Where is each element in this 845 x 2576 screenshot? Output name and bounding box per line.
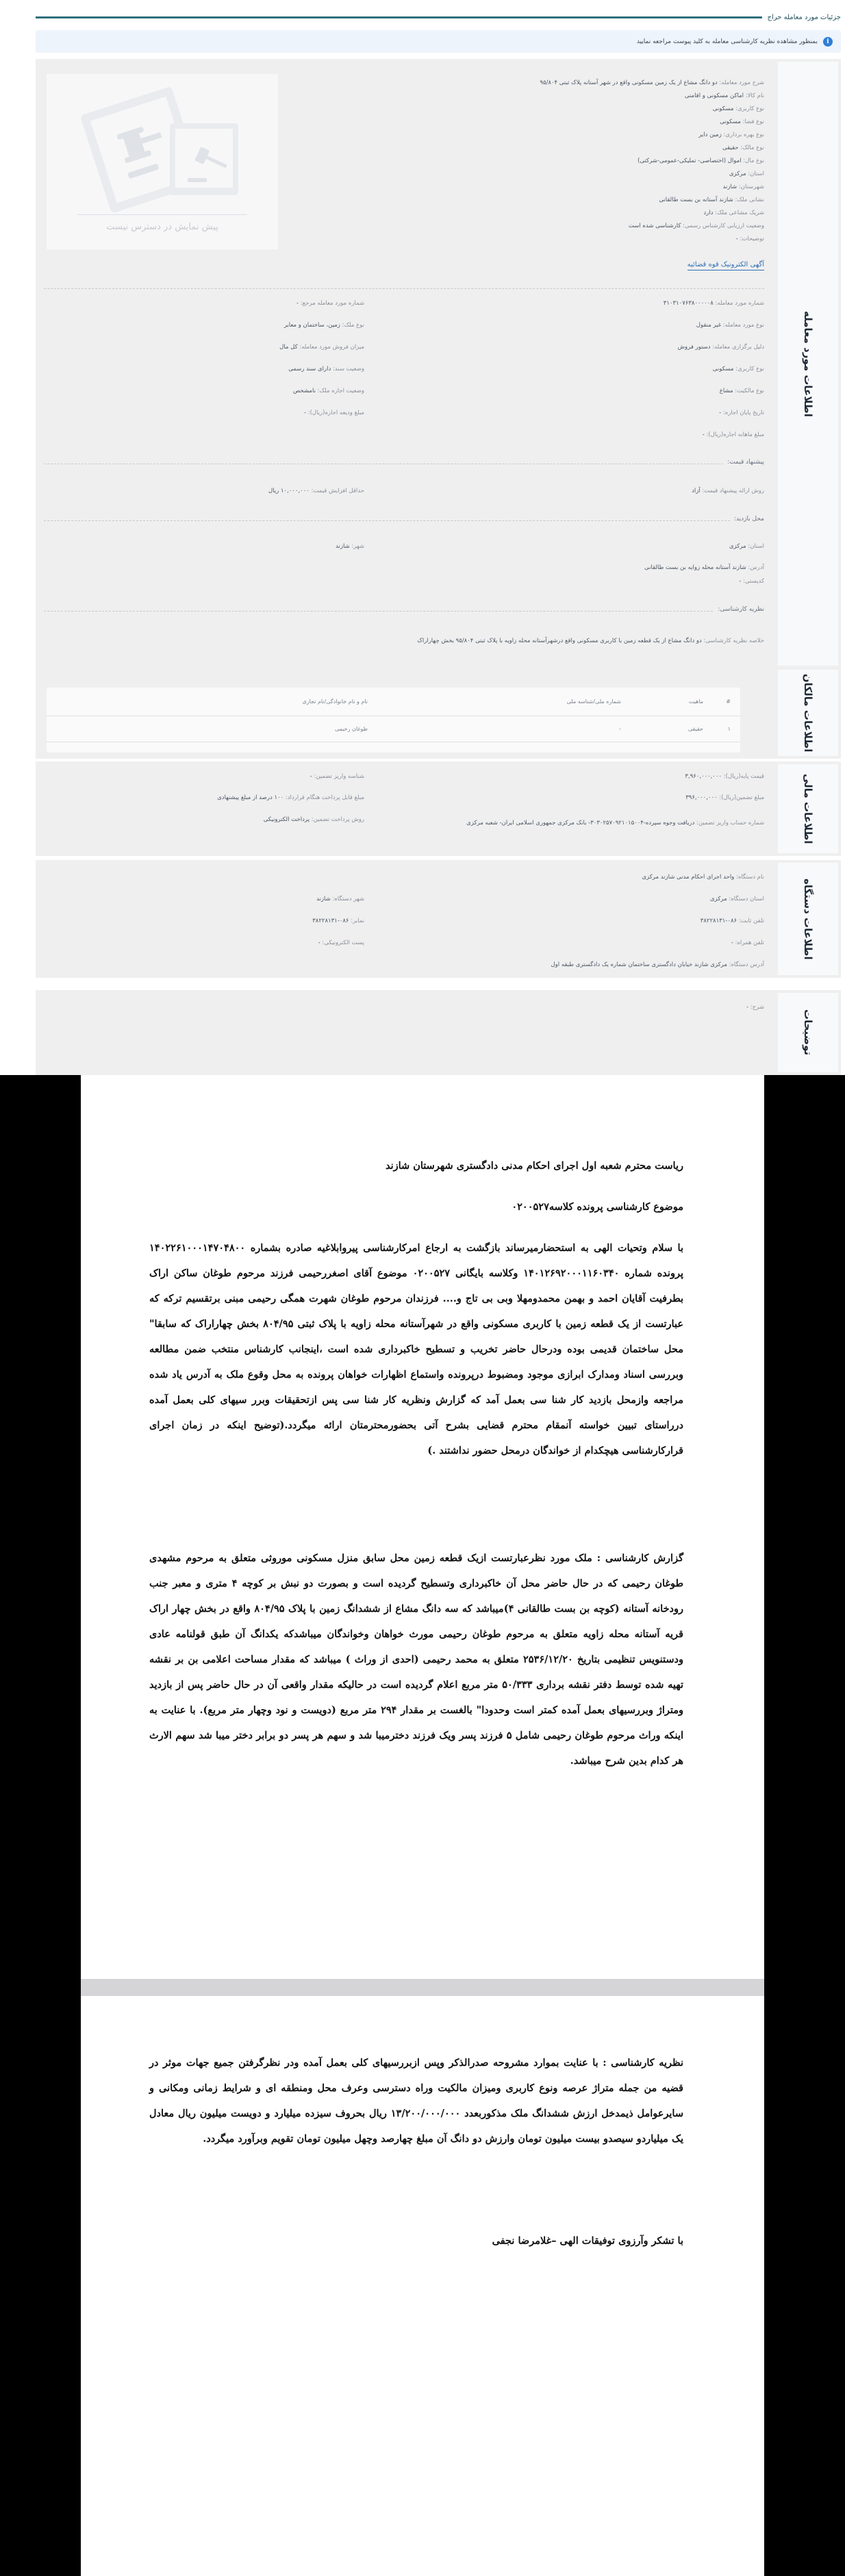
notes-description-field: شرح: - bbox=[746, 1004, 764, 1011]
deed-status-field: وضعیت سند: دارای سند رسمی bbox=[288, 366, 364, 372]
financial-content bbox=[36, 761, 772, 856]
document-page-1 bbox=[81, 1075, 764, 1979]
guarantee-amount-field: مبلغ تضمین(ریال): ۳۹۶,۰۰۰,۰۰۰ bbox=[685, 794, 764, 801]
deposit-id-field: شناسه واریز تضمین: - bbox=[310, 773, 364, 780]
owners-table bbox=[47, 687, 740, 753]
auction-details-panel bbox=[0, 0, 845, 1075]
col-type: ماهیت bbox=[688, 698, 703, 705]
agency-email-field: پست الکترونیکی: - bbox=[318, 939, 364, 946]
preview-caption: پیش نمایش در دسترس نیست bbox=[106, 222, 218, 232]
document-paragraph: گزارش کارشناسی : ملک مورد نظرعبارتست ازیک قطعه زمین محل سابق منزل مسکونی موروثی متعلق به مرحوم مشهدی طوغان رحیمی که در حال حاضر محل آن خاکبرداری وتسطیح گردیده است و بصورت دو نبش بر کوچه ۴ متری و معبر جنب رودخانه آستانه (کوچه بن بست طالقانی ۴)میباشد که سه دانگ مشاع از ششدانگ زمین با پلاک ۸۰۴/۹۵ واقع در بخش چهار اراک قریه آستانه محله زاویه متعلق به مرحوم طوغان رحیمی مورث خواهان وخواندگان میباشدکه یکدانگ آن طبق قولنامه عادی ودستنویس تنظیمی بتاریخ ۲۵۳۶/۱۲/۲۰ متعلق به محمد رحیمی (احدی از وراث ) میباشد که مقدار مساحت اعلامی بن بر نقشه تهیه شده توسط دفتر نقشه برداری ۵۰/۳۳۳ متر مربع اعلام گردیده است در حالیکه مقدار واقعی آن در حال حاضر پس از بازدید ومتراژ وبررسیهای بعمل آمده کمتر است وحدودا" بالغست بر مقدار ۲۹۴ متر مربع (دویست و نود وچهار متر مربع). با عنایت به اینکه وراث مرحوم طوغان رحیمی شامل ۵ فرزند پسر ویک فرزند دخترمیبا شد و سهم هر پسر دو برابر دختر میبا شد سهم الارث هر کدام بدین شرح میباشد. bbox=[149, 1552, 683, 1767]
price-offer-heading: پیشنهاد قیمت: bbox=[723, 459, 764, 466]
notes-content bbox=[36, 990, 772, 1075]
lease-deposit-field: مبلغ ودیعه اجاره(ریال): - bbox=[303, 409, 364, 416]
section-label: اطلاعات مالکان bbox=[778, 670, 838, 756]
agency-content bbox=[36, 860, 772, 978]
deal-reason-field: دلیل برگزاری معامله: دستور فروش bbox=[677, 344, 764, 351]
visit-province-field: استان: مرکزی bbox=[729, 543, 764, 550]
offer-method-field: روش ارائه پیشنهاد قیمت: آزاد bbox=[692, 488, 764, 494]
guarantee-method-field: روش پرداخت تضمین: پرداخت الکترونیکی bbox=[263, 816, 364, 823]
agency-province-field: استان دستگاه: مرکزی bbox=[710, 896, 764, 902]
expert-opinion-heading: نظریه کارشناسی: bbox=[714, 606, 765, 613]
payable-amount-field: مبلغ قابل پرداخت هنگام قرارداد: ۱۰۰ درصد از مبلغ پیشنهادی bbox=[217, 794, 364, 801]
page-header bbox=[36, 10, 841, 24]
base-price-field: قیمت پایه(ریال): ۳,۹۶۰,۰۰۰,۰۰۰ bbox=[685, 773, 764, 780]
expert-summary-field: خلاصه نظریه کارشناسی: دو دانگ مشاع از یک قطعه زمین با کاربری مسکونی واقع درشهرآستانه محله زاویه با پلاک ثبتی ۹۵/۸۰۴ بخش چهاراراک bbox=[417, 637, 764, 644]
document-signature: با تشکر وآرزوی توفیقات الهی –غلامرضا نجفی bbox=[492, 2235, 683, 2247]
section-label: اطلاعات دستگاه bbox=[778, 863, 838, 975]
agency-phone-field: تلفن ثابت: ۰۸۶-۳۸۲۲۸۱۳۱ bbox=[700, 918, 764, 924]
lease-status-field: وضعیت اجاره ملک: نامشخص bbox=[292, 388, 364, 394]
visit-city-field: شهر: شازند bbox=[336, 543, 364, 550]
summary-field: نوع بهره برداری: زمین دایر bbox=[698, 131, 764, 138]
info-alert-text: بمنظور مشاهده نظریه کارشناسی معامله به کلید پیوست مراجعه نمایید bbox=[636, 38, 818, 45]
summary-field: شریک مشاعی ملک: دارد bbox=[703, 210, 764, 216]
info-alert bbox=[36, 30, 841, 53]
document-addressee: ریاست محترم شعبه اول اجرای احکام مدنی دادگستری شهرستان شازند bbox=[385, 1160, 683, 1172]
divider bbox=[44, 288, 764, 289]
title-divider bbox=[36, 16, 762, 18]
agency-address-field: آدرس دستگاه: مرکزی شازند خیابان دادگستری ساختمان شماره یک دادگستری طبقه اول bbox=[551, 961, 764, 968]
preview-divider bbox=[77, 214, 247, 215]
attachment-document-viewer[interactable] bbox=[0, 1075, 845, 2576]
agency-mobile-field: تلفن همراه: - bbox=[731, 939, 764, 946]
deal-type-field: نوع مورد معامله: غیر منقول bbox=[696, 322, 764, 329]
cell-type: حقیقی bbox=[688, 725, 703, 732]
guarantee-account-field: شماره حساب واریز تضمین: دریافت وجوه سپرده-۳۰۳۰۲۵۷۰۹۲۱۰۱۵۰۰۴- بانک مرکزی جمهوری اسلامی ایران- شعبه مرکزی bbox=[466, 820, 764, 826]
page-title: جزئیات مورد معامله حراج bbox=[767, 13, 841, 21]
sale-amount-field: میزان فروش مورد معامله: کل مال bbox=[279, 344, 364, 351]
min-increase-field: حداقل افزایش قیمت: ۱۰,۰۰۰,۰۰۰ ریال bbox=[268, 488, 364, 494]
ownership-type-field: نوع مالکیت: مشاع bbox=[719, 388, 764, 394]
usage-type-field: نوع کاربری: مسکونی bbox=[712, 366, 764, 372]
summary-field: توضیحات: - bbox=[735, 236, 764, 242]
summary-field: نوع کاربری: مسکونی bbox=[712, 105, 764, 112]
col-index: # bbox=[726, 698, 731, 705]
section-deal-info bbox=[36, 59, 841, 668]
document-page-2 bbox=[81, 1996, 764, 2576]
summary-field: نوع مال: اموال (اختصاصی- تملیکی-عمومی-شرکتی) bbox=[638, 157, 764, 164]
image-preview-placeholder bbox=[47, 74, 278, 249]
deal-number-field: شماره مورد معامله: ۳۱۰۳۱۰۷۶۳۸۰۰۰۰۰۸ bbox=[663, 300, 764, 307]
page-separator bbox=[81, 1979, 764, 1996]
cell-name: طوغان رحیمی bbox=[334, 725, 368, 732]
summary-field: شهرستان: شازند bbox=[722, 184, 764, 190]
section-owners bbox=[36, 667, 841, 759]
owners-content bbox=[36, 667, 772, 759]
visit-address-field: آدرس: شازند آستانه محله زوایه بن بست طالقانی bbox=[644, 564, 764, 571]
divider bbox=[44, 520, 764, 521]
table-header-row bbox=[47, 687, 740, 716]
reference-number-field: شماره مورد معامله مرجع: - bbox=[297, 300, 364, 307]
agency-fax-field: نمابر: ۰۸۶-۳۸۲۲۸۱۳۱ bbox=[312, 918, 364, 924]
section-financial bbox=[36, 761, 841, 856]
section-label: اطلاعات مورد معامله bbox=[778, 62, 838, 666]
deal-info-content bbox=[36, 59, 772, 668]
summary-field: نشانی ملک: شازند آستانه بن بست طالقانی bbox=[659, 197, 764, 203]
document-subject: موضوع کارشناسی پرونده کلاسه۰۲۰۰۵۲۷ bbox=[512, 1201, 683, 1213]
section-label: اطلاعات مالی bbox=[778, 764, 838, 853]
visit-postal-code-field: کدپستی: - bbox=[739, 578, 764, 585]
summary-field: وضعیت ارزیابی کارشناس رسمی: کارشناسی شده است bbox=[628, 223, 764, 229]
property-type-field: نوع ملک: زمین، ساختمان و معابر bbox=[283, 322, 364, 329]
cell-index: ۱ bbox=[727, 725, 731, 732]
judiciary-ad-link[interactable]: آگهی الکترونیک قوه قضائیه bbox=[688, 261, 764, 270]
col-name: نام و نام خانوادگی/نام تجاری bbox=[302, 698, 368, 705]
lease-end-field: تاریخ پایان اجاره: - bbox=[719, 409, 764, 416]
document-paragraph: با سلام وتحیات الهی به استحضارمیرساند بازگشت به ارجاع امرکارشناسی پیروابلاغیه صادره بشماره ۱۴۰۲۲۶۱۰۰۰۱۴۷۰۴۸۰۰ پرونده شماره ۱۴۰۱۲۶۹۲۰۰۰۱۱۶۰۳۴۰ وکلاسه بایگانی ۰۲۰۰۵۲۷ موضوع آقای اصغررحیمی فرزند مرحوم طوغان ساکن اراک بطرفیت آقایان احمد و بهمن محمدومهلا وبی بی تاج و.... فرزندان مرحوم طوغان شهرت همگی رحیمی مبنی برتقسیم ترکه که عبارتست از یک قطعه زمین با کاربری مسکونی واقع در شهرآستانه محله زاویه با پلاک ثبتی ۸۰۴/۹۵ بخش چهاراراک که سابقا" محل ساختمان قدیمی بوده ودرحال حاضر تخریب و تسطیح خاکبرداری شده است ،اینجانب کارشناس منتخب ضمن مطالعه وبررسی اسناد ومدارک ابرازی موجود ومضبوط درپرونده واستماع اظهارات خواهان پرونده به محل وقوع ملک به آدرس یاد شده مراجعه وازمحل بازدید کار شنا سی بعمل آمد که گزارش ونظریه کار شنا سی پس ازتحقیقات وبرر سیهای کلی بعمل آمده درراستای تبیین خواسته آنمقام محترم قضایی بشرح آتی بحضورمحترمتان ارائه میگردد.(توضیح اینکه در زمان اجرای قرارکارشناسی هیچکدام از خواندگان درمحل حضور نداشتند .) bbox=[149, 1242, 683, 1456]
section-label: توضیحات bbox=[778, 993, 838, 1072]
col-national-id: شماره ملی/شناسه ملی bbox=[566, 698, 621, 705]
agency-name-field: نام دستگاه: واحد اجرای احکام مدنی شازند مرکزی bbox=[642, 874, 764, 881]
summary-field: استان: مرکزی bbox=[729, 171, 764, 177]
summary-field: نام کالا: اماکن مسکونی و اقامتی bbox=[684, 92, 764, 99]
cell-national-id: - bbox=[619, 725, 621, 732]
info-icon: i bbox=[823, 37, 833, 47]
document-paragraph: نظریه کارشناسی : با عنایت بموارد مشروحه صدرالذکر وپس ازبررسیهای کلی بعمل آمده ودر نظرگرفتن جمیع جهات موثر در قضیه من جمله متراژ عرصه ونوع کاربری ومیزان مالکیت وراه دسترسی وعرف محل ومنطقه ای و شرایط زمانی ومکانی و سایرعوامل ذیمدخل ارزش ششدانگ ملک مذکوربعدد ۱۳/۲۰۰/۰۰۰/۰۰۰ ریال بحروف سیزده میلیارد و دویست میلیون ریال معادل یک میلیاردو سیصدو بیست میلیون تومان وارزش دو دانگ آن مبلغ چهارصد وچهل میلیون تومان تقویم وبرآورد میگردد. bbox=[149, 2057, 683, 2145]
summary-field: نوع فضا: مسکونی bbox=[720, 118, 764, 125]
summary-field: نوع مالک: حقیقی bbox=[722, 144, 764, 151]
summary-field: شرح مورد معامله: دو دانگ مشاع از یک زمین مسکونی واقع در شهر آستانه پلاک ثبتی ۹۵/۸۰۴ bbox=[540, 79, 764, 86]
table-row bbox=[47, 716, 740, 742]
section-agency bbox=[36, 860, 841, 978]
monthly-rent-field: مبلغ ماهانه اجاره(ریال): - bbox=[702, 431, 764, 438]
agency-city-field: شهر دستگاه: شازند bbox=[316, 896, 364, 902]
section-notes bbox=[36, 990, 841, 1075]
visit-location-heading: محل بازدید: bbox=[730, 516, 764, 522]
